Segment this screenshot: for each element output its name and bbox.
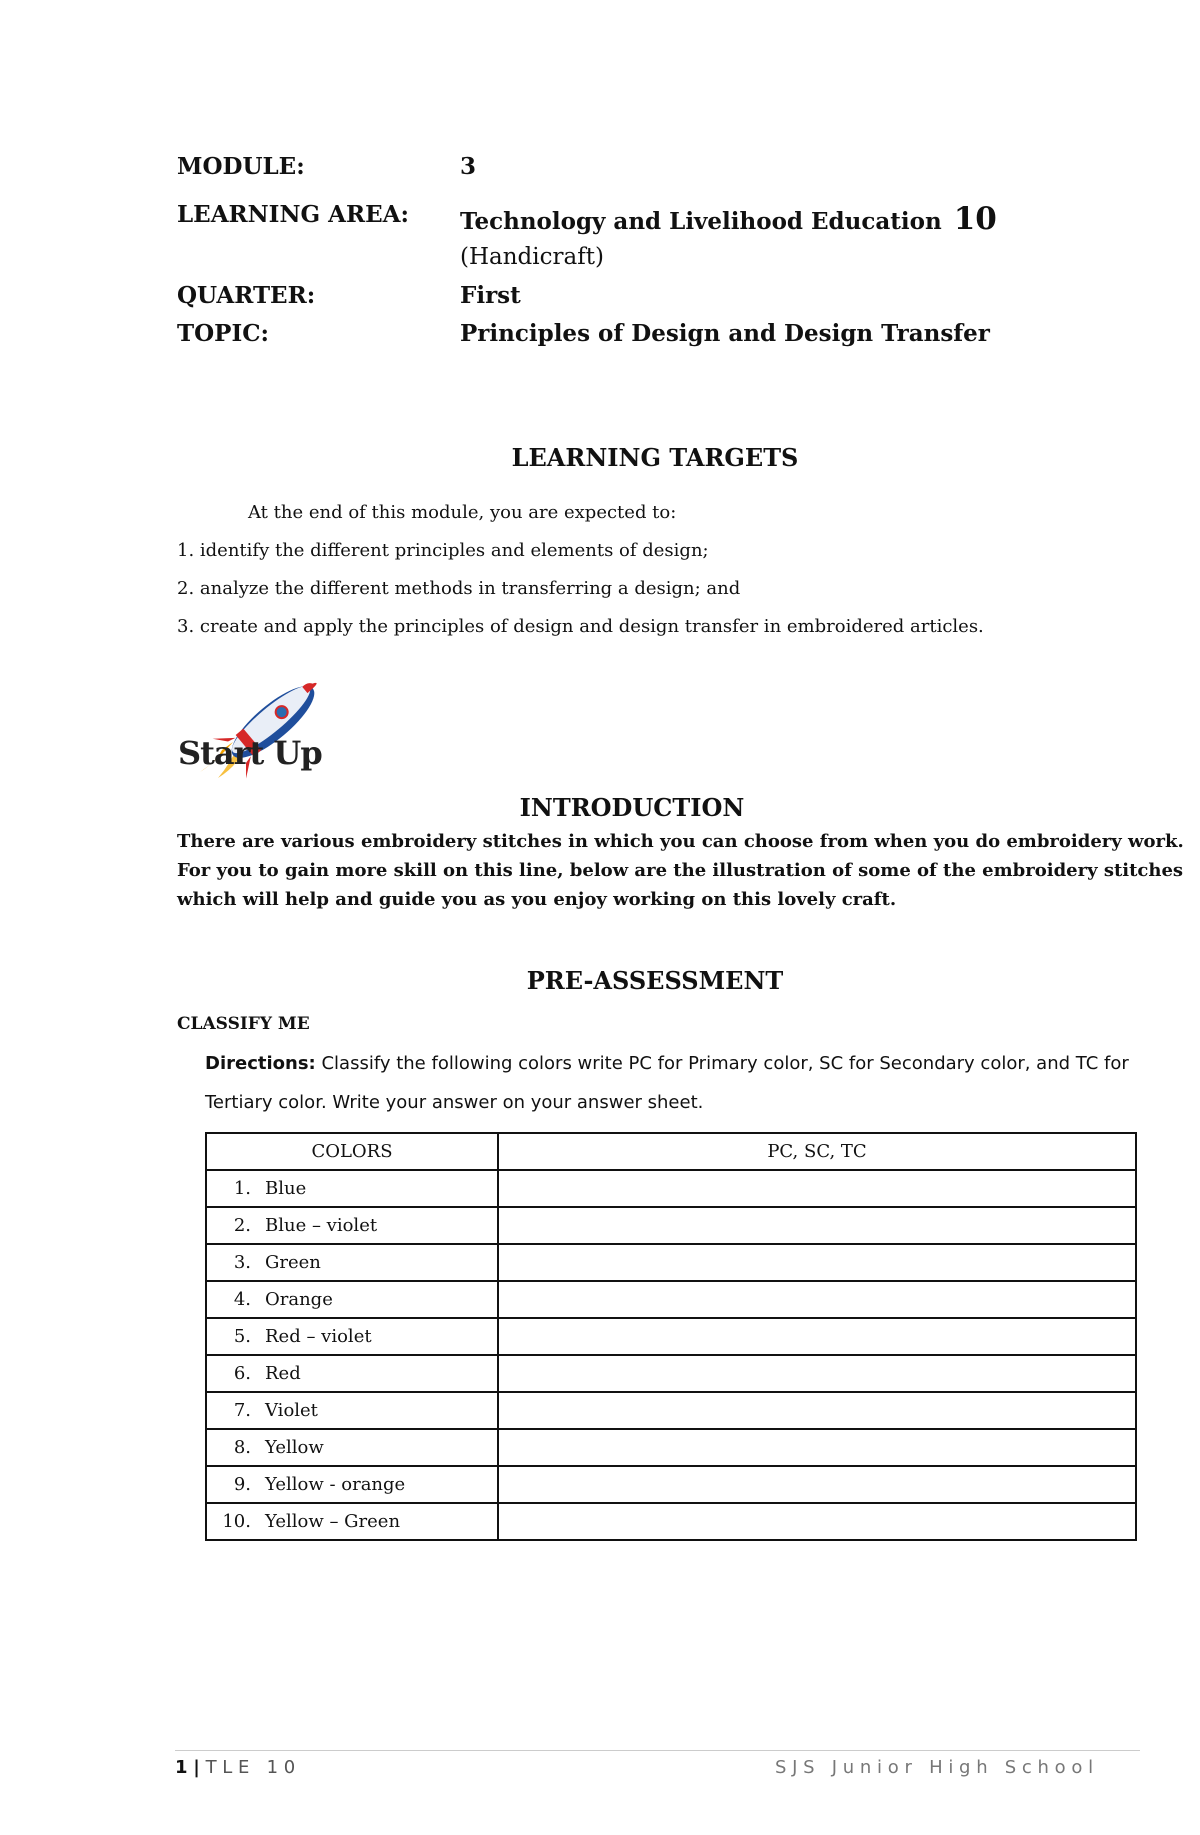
- start-up-logo: [178, 672, 348, 782]
- topic-label: TOPIC:: [177, 320, 269, 347]
- row-color: Orange: [265, 1289, 333, 1310]
- answer-cell[interactable]: [498, 1466, 1136, 1503]
- classify-me-subtitle: CLASSIFY ME: [177, 1014, 310, 1034]
- row-number: 1.: [233, 1178, 251, 1199]
- table-row: [206, 1170, 1136, 1207]
- header-colors: COLORS: [206, 1133, 498, 1170]
- answer-cell[interactable]: [498, 1207, 1136, 1244]
- start-up-text: Start Up: [178, 734, 322, 772]
- target-item-2: 2. analyze the different methods in transferring a design; and: [177, 578, 741, 599]
- table-row: [206, 1207, 1136, 1244]
- row-color: Yellow: [265, 1437, 324, 1458]
- learning-area-label: LEARNING AREA:: [177, 201, 409, 228]
- row-color: Red – violet: [265, 1326, 372, 1347]
- row-number: 2.: [233, 1215, 251, 1236]
- row-color: Yellow – Green: [265, 1511, 401, 1532]
- row-color: Blue – violet: [265, 1215, 378, 1236]
- table-row: [206, 1466, 1136, 1503]
- topic-value: Principles of Design and Design Transfer: [460, 320, 990, 347]
- table-row: [206, 1503, 1136, 1540]
- directions-label: Directions:: [205, 1053, 316, 1074]
- learning-targets-title: LEARNING TARGETS: [511, 443, 799, 472]
- table-row: [206, 1318, 1136, 1355]
- row-color: Green: [265, 1252, 321, 1273]
- pre-assessment-title: PRE-ASSESSMENT: [526, 966, 784, 995]
- row-color: Red: [265, 1363, 301, 1384]
- answer-cell[interactable]: [498, 1170, 1136, 1207]
- footer-divider: [175, 1750, 1140, 1751]
- footer-page-number: 1: [175, 1757, 188, 1778]
- answer-cell[interactable]: [498, 1318, 1136, 1355]
- introduction-title: INTRODUCTION: [519, 793, 745, 822]
- footer-school: S J S J u n i o r H i g h S c h o o l: [775, 1757, 1094, 1778]
- row-number: 8.: [233, 1437, 251, 1458]
- table-row: [206, 1244, 1136, 1281]
- footer-course: T L E 1 0: [205, 1757, 296, 1778]
- row-color: Yellow - orange: [265, 1474, 406, 1495]
- target-item-1: 1. identify the different principles and elements of design;: [177, 540, 709, 561]
- answer-cell[interactable]: [498, 1281, 1136, 1318]
- table-row: [206, 1392, 1136, 1429]
- quarter-value: First: [460, 282, 521, 309]
- quarter-label: QUARTER:: [177, 282, 316, 309]
- module-value: 3: [460, 153, 477, 180]
- row-number: 5.: [233, 1326, 251, 1347]
- header-answer: PC, SC, TC: [498, 1133, 1136, 1170]
- learning-area-sub: (Handicraft): [460, 244, 604, 270]
- row-number: 6.: [233, 1363, 251, 1384]
- learning-area-value: [460, 201, 997, 237]
- module-label: MODULE:: [177, 153, 305, 180]
- directions-text-2: Tertiary color. Write your answer on your answer sheet.: [205, 1092, 704, 1113]
- learning-area-text: Technology and Livelihood Education: [460, 208, 942, 235]
- row-color: Violet: [265, 1400, 318, 1421]
- intro-line-1: There are various embroidery stitches in which you can choose from when you do embroidery work.: [177, 831, 1184, 852]
- learning-area-grade: 10: [953, 201, 997, 237]
- answer-cell[interactable]: [498, 1429, 1136, 1466]
- row-number: 9.: [233, 1474, 251, 1495]
- targets-intro: At the end of this module, you are expected to:: [248, 502, 677, 523]
- intro-line-2: For you to gain more skill on this line, below are the illustration of some of the embroidery stitches: [177, 860, 1184, 881]
- answer-cell[interactable]: [498, 1355, 1136, 1392]
- table-row: [206, 1429, 1136, 1466]
- answer-cell[interactable]: [498, 1392, 1136, 1429]
- row-number: 10.: [222, 1511, 251, 1532]
- directions: [205, 1053, 1129, 1074]
- colors-table: [205, 1132, 1137, 1541]
- directions-text: Classify the following colors write PC for Primary color, SC for Secondary color, and TC for: [321, 1053, 1129, 1074]
- row-number: 4.: [233, 1289, 251, 1310]
- row-color: Blue: [265, 1178, 307, 1199]
- target-item-3: 3. create and apply the principles of design and design transfer in embroidered articles.: [177, 616, 984, 637]
- footer-left: [175, 1757, 295, 1778]
- intro-line-3: which will help and guide you as you enjoy working on this lovely craft.: [177, 889, 897, 910]
- table-header-row: [206, 1133, 1136, 1170]
- table-row: [206, 1355, 1136, 1392]
- footer-separator: |: [193, 1757, 200, 1778]
- answer-cell[interactable]: [498, 1503, 1136, 1540]
- row-number: 3.: [233, 1252, 251, 1273]
- row-number: 7.: [233, 1400, 251, 1421]
- table-row: [206, 1281, 1136, 1318]
- answer-cell[interactable]: [498, 1244, 1136, 1281]
